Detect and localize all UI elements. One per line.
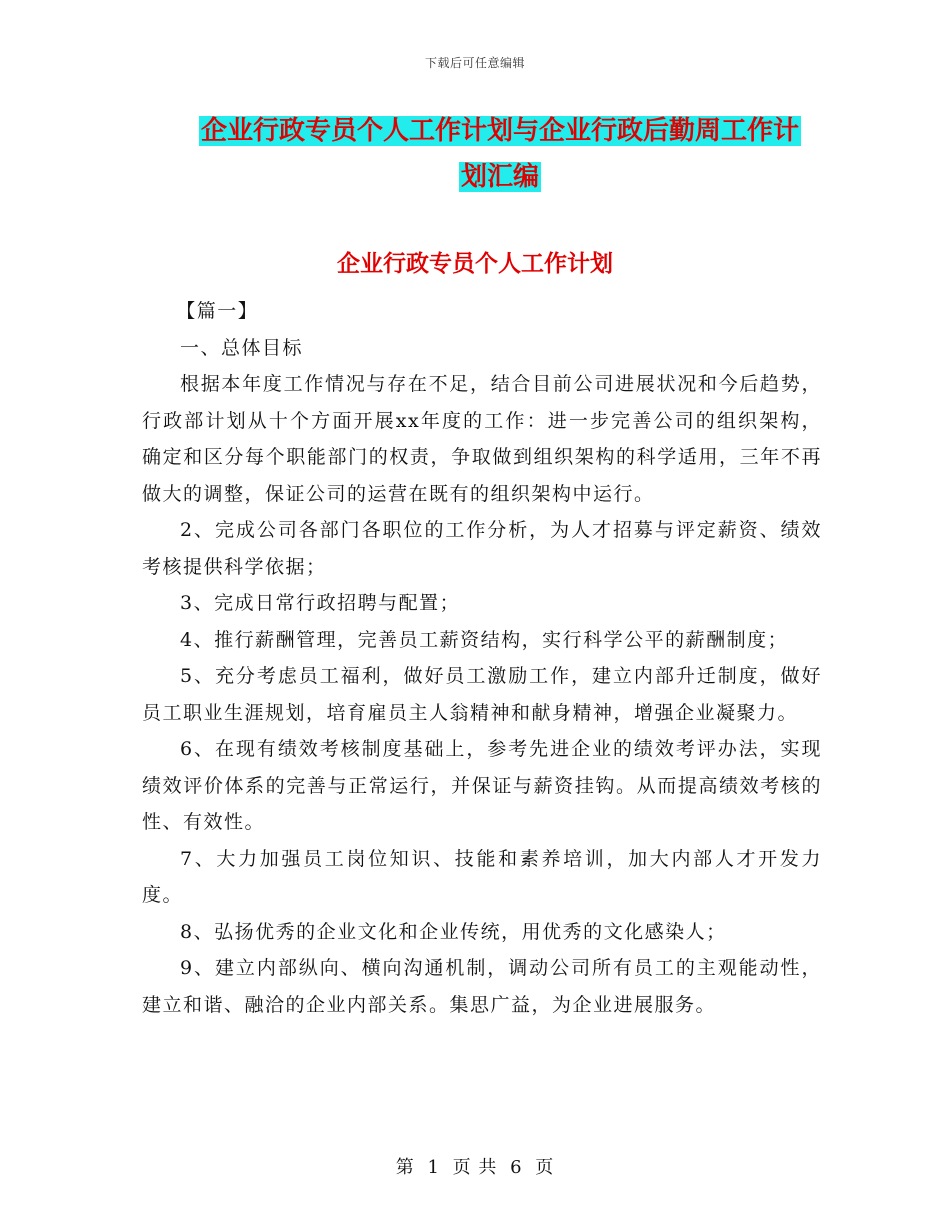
current-page-number: 1 [427,1157,440,1178]
paragraph: 7、大力加强员工岗位知识、技能和素养培训，加大内部人才开发力度。 [142,847,822,906]
document-body [142,293,822,1023]
footer-suffix: 页 [535,1157,555,1178]
heading-overall-goal: 一、总体目标 [180,336,304,359]
paragraph: 9、建立内部纵向、横向沟通机制，调动公司所有员工的主观能动性，建立和谐、融洽的企业内部关系。集思广益，为企业进展服务。 [142,957,822,1016]
paragraph: 6、在现有绩效考核制度基础上，参考先进企业的绩效考评办法，实现绩效评价体系的完善与正常运行，并保证与薪资挂钩。从而提高绩效考核的性、有效性。 [142,738,822,833]
paragraph: 3、完成日常行政招聘与配置； [180,592,461,614]
footer-mid: 页 共 [452,1157,498,1178]
part-label: 【篇一】 [176,300,259,322]
footer-prefix: 第 [395,1157,415,1178]
header-note: 下载后可任意编辑 [424,56,525,70]
document-title-line-2: 划汇编 [460,162,539,192]
section-title: 企业行政专员个人工作计划 [337,250,613,277]
document-title-line-1: 企业行政专员个人工作计划与企业行政后勤周工作计 [200,116,799,146]
paragraph: 4、推行薪酬管理，完善员工薪资结构，实行科学公平的薪酬制度； [180,628,789,651]
page-footer [0,1153,950,1179]
document-title [150,108,850,200]
total-pages: 6 [510,1157,523,1178]
paragraph: 8、弘扬优秀的企业文化和企业传统，用优秀的文化感染人； [180,920,727,943]
paragraph: 2、完成公司各部门各职位的工作分析，为人才招募与评定薪资、绩效考核提供科学依据； [142,519,822,578]
paragraph: 根据本年度工作情况与存在不足，结合目前公司进展状况和今后趋势，行政部计划从十个方面开展xx年度的工作：进一步完善公司的组织架构，确定和区分每个职能部门的权责，争取做到组织架构的科学适用，三年不再做大的调整，保证公司的运营在既有的组织架构中运行。 [142,373,822,505]
paragraph: 5、充分考虑员工福利，做好员工激励工作，建立内部升迁制度，做好员工职业生涯规划，培育雇员主人翁精神和献身精神，增强企业凝聚力。 [142,665,822,724]
